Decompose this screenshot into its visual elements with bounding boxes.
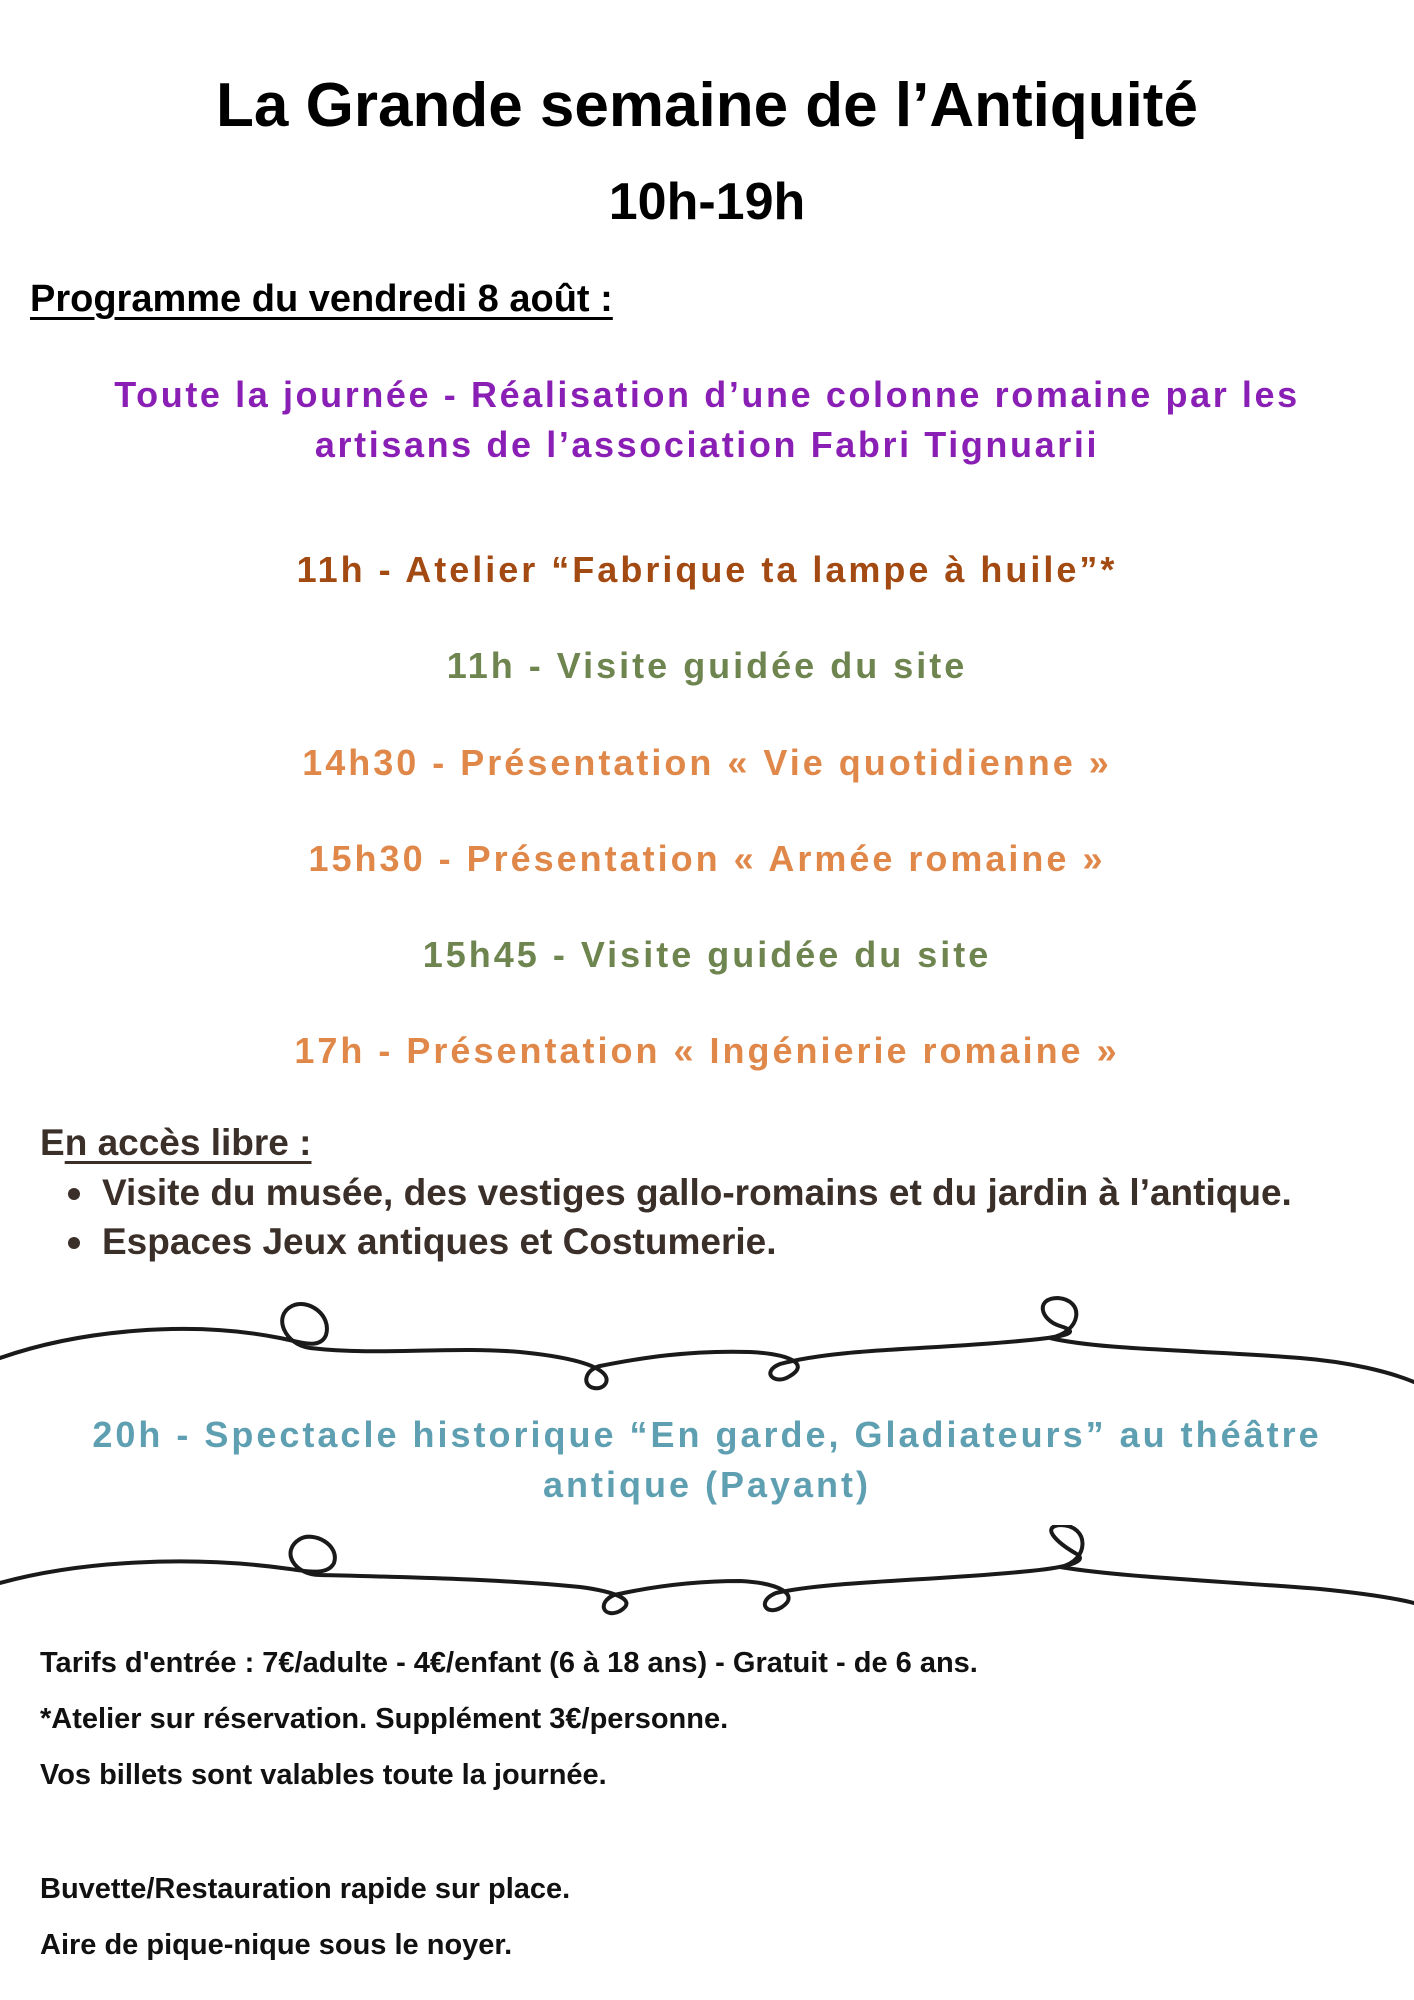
evening-show: 20h - Spectacle historique “En garde, Gladiateurs” au théâtre antique (Payant) (92, 1414, 1322, 1505)
swirl-divider-icon (0, 1290, 1414, 1400)
list-item: Visite du musée, des vestiges gallo-romains et du jardin à l’antique. (102, 1168, 1292, 1217)
opening-hours: 10h-19h (608, 173, 806, 231)
event-workshop-lamp: 11h - Atelier “Fabrique ta lampe à huile”* (296, 549, 1118, 590)
info-refreshments: Buvette/Restauration rapide sur place. (40, 1873, 571, 1905)
free-access-list (62, 1168, 1292, 1266)
event-roman-engineering: 17h - Présentation « Ingénierie romaine » (294, 1030, 1120, 1071)
info-prices: Tarifs d'entrée : 7€/adulte - 4€/enfant (6 à 18 ans) - Gratuit - de 6 ans. (40, 1647, 978, 1679)
swirl-divider-icon (0, 1525, 1414, 1625)
info-workshop-booking: *Atelier sur réservation. Supplément 3€/personne. (40, 1703, 729, 1735)
all-day-event: Toute la journée - Réalisation d’une colonne romaine par les artisans de l’association Fabri Tignuarii (114, 374, 1300, 465)
event-roman-army: 15h30 - Présentation « Armée romaine » (308, 838, 1106, 879)
free-access-heading-first: E (40, 1122, 65, 1163)
list-item: Espaces Jeux antiques et Costumerie. (102, 1217, 1292, 1266)
info-picnic-area: Aire de pique-nique sous le noyer. (40, 1929, 513, 1961)
program-heading: Programme du vendredi 8 août : (30, 278, 613, 320)
event-guided-tour-morning: 11h - Visite guidée du site (446, 645, 968, 686)
page-title: La Grande semaine de l’Antiquité (216, 71, 1198, 140)
free-access-heading (40, 1122, 311, 1164)
event-daily-life: 14h30 - Présentation « Vie quotidienne » (302, 742, 1112, 783)
info-ticket-validity: Vos billets sont valables toute la journée. (40, 1759, 607, 1791)
free-access-heading-rest: n accès libre : (64, 1122, 312, 1163)
event-guided-tour-afternoon: 15h45 - Visite guidée du site (422, 934, 992, 975)
